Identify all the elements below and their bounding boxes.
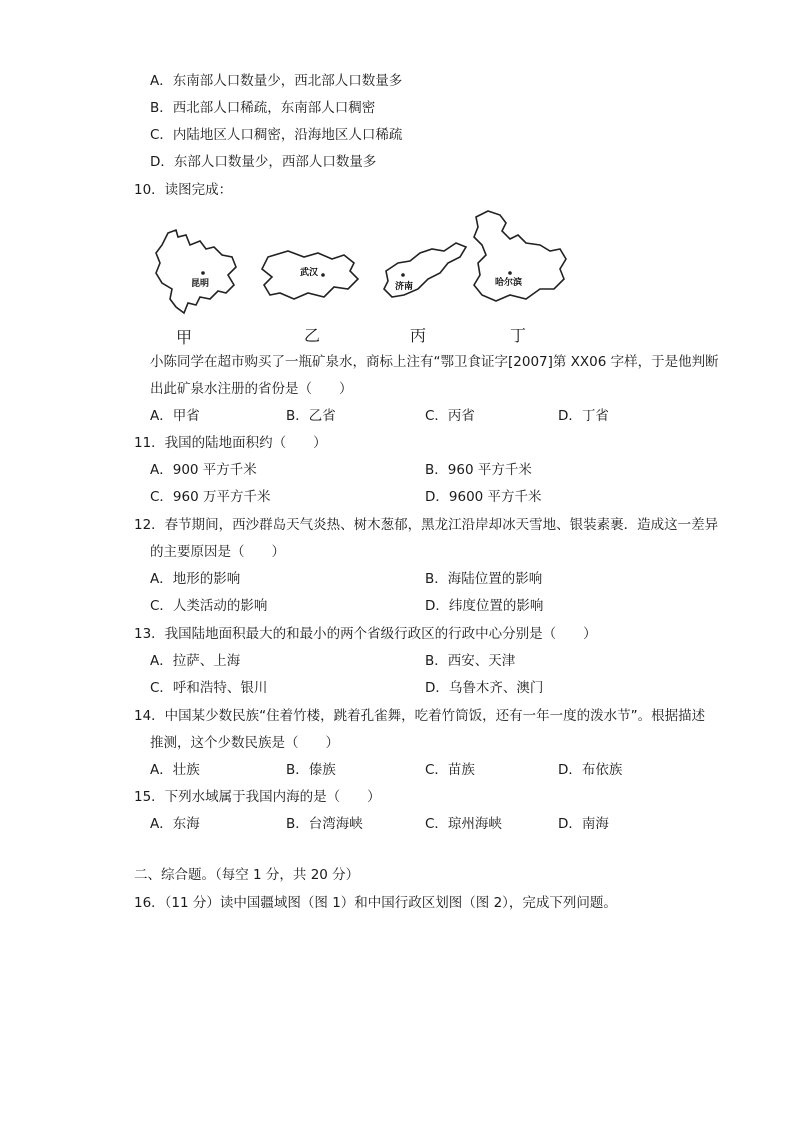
q13-option-a: A．拉萨、上海 [150,653,241,669]
q12-option-a: A．地形的影响 [150,571,241,587]
q10-text-line1: 小陈同学在超市购买了一瓶矿泉水，商标上注有“鄂卫食证字[2007]第 XX06 字样，于是他判断 [150,354,719,370]
map-label-ding: 丁 [510,326,527,345]
q11-option-c: C．960 万平方千米 [150,489,271,505]
province-maps-figure [148,205,578,345]
q14-option-d: D．布依族 [558,762,623,778]
section2-title: 二、综合题。（每空 1 分，共 20 分） [134,867,360,883]
svg-text:昆明: 昆明 [191,279,210,289]
q9-option-b: B．西北部人口稀疏，东南部人口稠密 [150,100,376,116]
q9-option-c: C．内陆地区人口稠密，沿海地区人口稀疏 [150,127,403,143]
q15-option-d: D．南海 [558,816,609,832]
q12-stem-line1: 12．春节期间，西沙群岛天气炎热、树木葱郁，黑龙江沿岸却冰天雪地、银装素裹．造成这一差异 [134,517,719,533]
map-label-yi: 乙 [304,326,321,345]
q10-option-a: A．甲省 [150,408,200,424]
q15-option-c: C．琼州海峡 [425,816,502,832]
q10-text-line2: 出此矿泉水注册的省份是（ ） [150,381,353,397]
q14-option-a: A．壮族 [150,762,200,778]
q15-stem: 15．下列水域属于我国内海的是（ ） [134,789,381,805]
q9-option-d: D．东部人口数量少，西部人口数量多 [150,154,377,170]
q13-option-d: D．乌鲁木齐、澳门 [425,680,544,696]
map-label-bing: 丙 [410,326,427,345]
svg-text:济南: 济南 [395,282,414,292]
svg-text:武汉: 武汉 [300,268,319,278]
q14-option-c: C．苗族 [425,762,475,778]
q12-stem-line2: 的主要原因是（ ） [150,544,285,560]
q11-stem: 11．我国的陆地面积约（ ） [134,435,327,451]
svg-text:哈尔滨: 哈尔滨 [495,278,523,288]
q12-option-c: C．人类活动的影响 [150,598,268,614]
q16-stem: 16．（11 分）读中国疆域图（图 1）和中国行政区划图（图 2），完成下列问题。 [134,895,617,911]
q13-option-b: B．西安、天津 [425,653,516,669]
q10-option-d: D．丁省 [558,408,609,424]
q15-option-a: A．东海 [150,816,200,832]
q14-stem-line1: 14．中国某少数民族“住着竹楼，跳着孔雀舞，吃着竹筒饭，还有一年一度的泼水节”。根据描述 [134,708,706,724]
q11-option-d: D．9600 平方千米 [425,489,542,505]
q10-option-b: B．乙省 [286,408,336,424]
q12-option-d: D．纬度位置的影响 [425,598,544,614]
q12-option-b: B．海陆位置的影响 [425,571,543,587]
q11-option-b: B．960 平方千米 [425,462,532,478]
q9-option-a: A．东南部人口数量少，西北部人口数量多 [150,73,403,89]
q13-option-c: C．呼和浩特、银川 [150,680,268,696]
q10-option-c: C．丙省 [425,408,475,424]
yunnan-outline [156,230,236,313]
map-label-jia: 甲 [176,328,193,347]
q13-stem: 13．我国陆地面积最大的和最小的两个省级行政区的行政中心分别是（ ） [134,626,597,642]
q10-stem: 10．读图完成： [134,182,233,198]
q15-option-b: B．台湾海峡 [286,816,363,832]
q11-option-a: A．900 平方千米 [150,462,257,478]
q14-stem-line2: 推测，这个少数民族是（ ） [150,735,339,751]
q14-option-b: B．傣族 [286,762,336,778]
